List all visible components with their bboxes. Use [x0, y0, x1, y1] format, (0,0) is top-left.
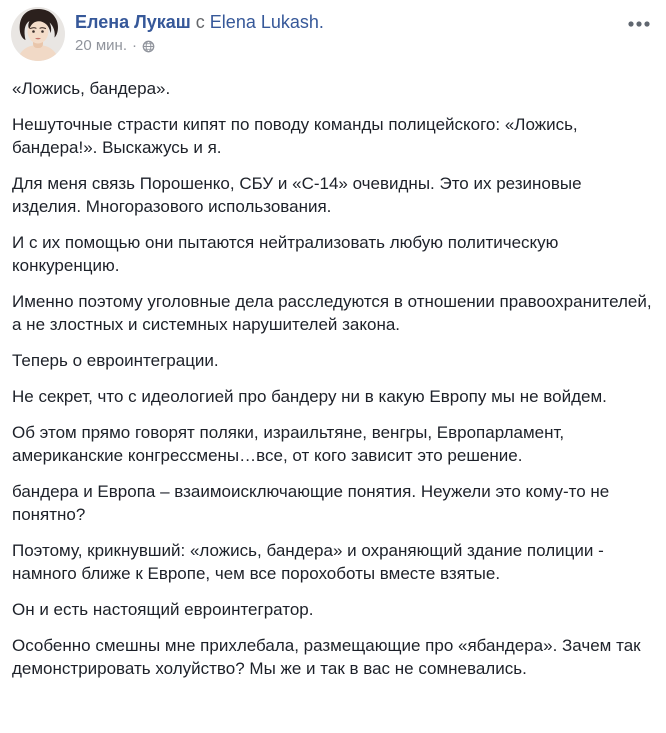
tagged-name-link[interactable]: Elena Lukash. [209, 12, 324, 32]
timestamp[interactable]: 20 мин. [75, 37, 127, 54]
woman-portrait-icon [11, 7, 65, 61]
post-paragraph: И с их помощью они пытаются нейтрализовать любую политическую конкуренцию. [12, 233, 559, 275]
post-paragraph: Не секрет, что с идеологией про бандеру ни в какую Европу мы не войдем. [12, 387, 607, 406]
post-paragraph: Нешуточные страсти кипят по поводу команды полицейского: «Ложись, бандера!». Выскажусь и я. [12, 115, 578, 157]
globe-icon [142, 40, 155, 53]
avatar[interactable] [11, 7, 65, 61]
meta-line [75, 37, 324, 55]
header-text [75, 7, 324, 55]
post-header [0, 0, 666, 65]
post-paragraph: Особенно смешны мне прихлебала, размещающие про «ябандера». Зачем так демонстрировать холуйство? Мы же и так в вас не сомневались. [12, 636, 641, 678]
meta-separator: · [132, 37, 137, 54]
ellipsis-horizontal-icon [628, 14, 650, 31]
with-connector: с [195, 12, 205, 32]
post-body [0, 65, 666, 690]
author-name-link[interactable]: Елена Лукаш [75, 12, 191, 32]
post-paragraph: Об этом прямо говорят поляки, израильтяне, венгры, Европарламент, американские конгрессмены…все, от кого зависит это решение. [12, 423, 565, 465]
post-paragraph: Теперь о евроинтеграции. [12, 351, 219, 370]
post-paragraph: Поэтому, крикнувший: «ложись, бандера» и охраняющий здание полиции - намного ближе к Европе, чем все порохоботы вместе взятые. [12, 541, 604, 583]
post-options-button[interactable] [626, 10, 652, 36]
post-paragraph: бандера и Европа – взаимоисключающие понятия. Неужели это кому-то не понятно? [12, 482, 610, 524]
name-line [75, 11, 324, 34]
post-paragraph: Он и есть настоящий евроинтегратор. [12, 600, 314, 619]
post-paragraph: «Ложись, бандера». [12, 79, 171, 98]
post-paragraph: Именно поэтому уголовные дела расследуются в отношении правоохранителей, а не злостных и системных нарушителей закона. [12, 292, 652, 334]
post-paragraph: Для меня связь Порошенко, СБУ и «С-14» очевидны. Это их резиновые изделия. Многоразового использования. [12, 174, 582, 216]
